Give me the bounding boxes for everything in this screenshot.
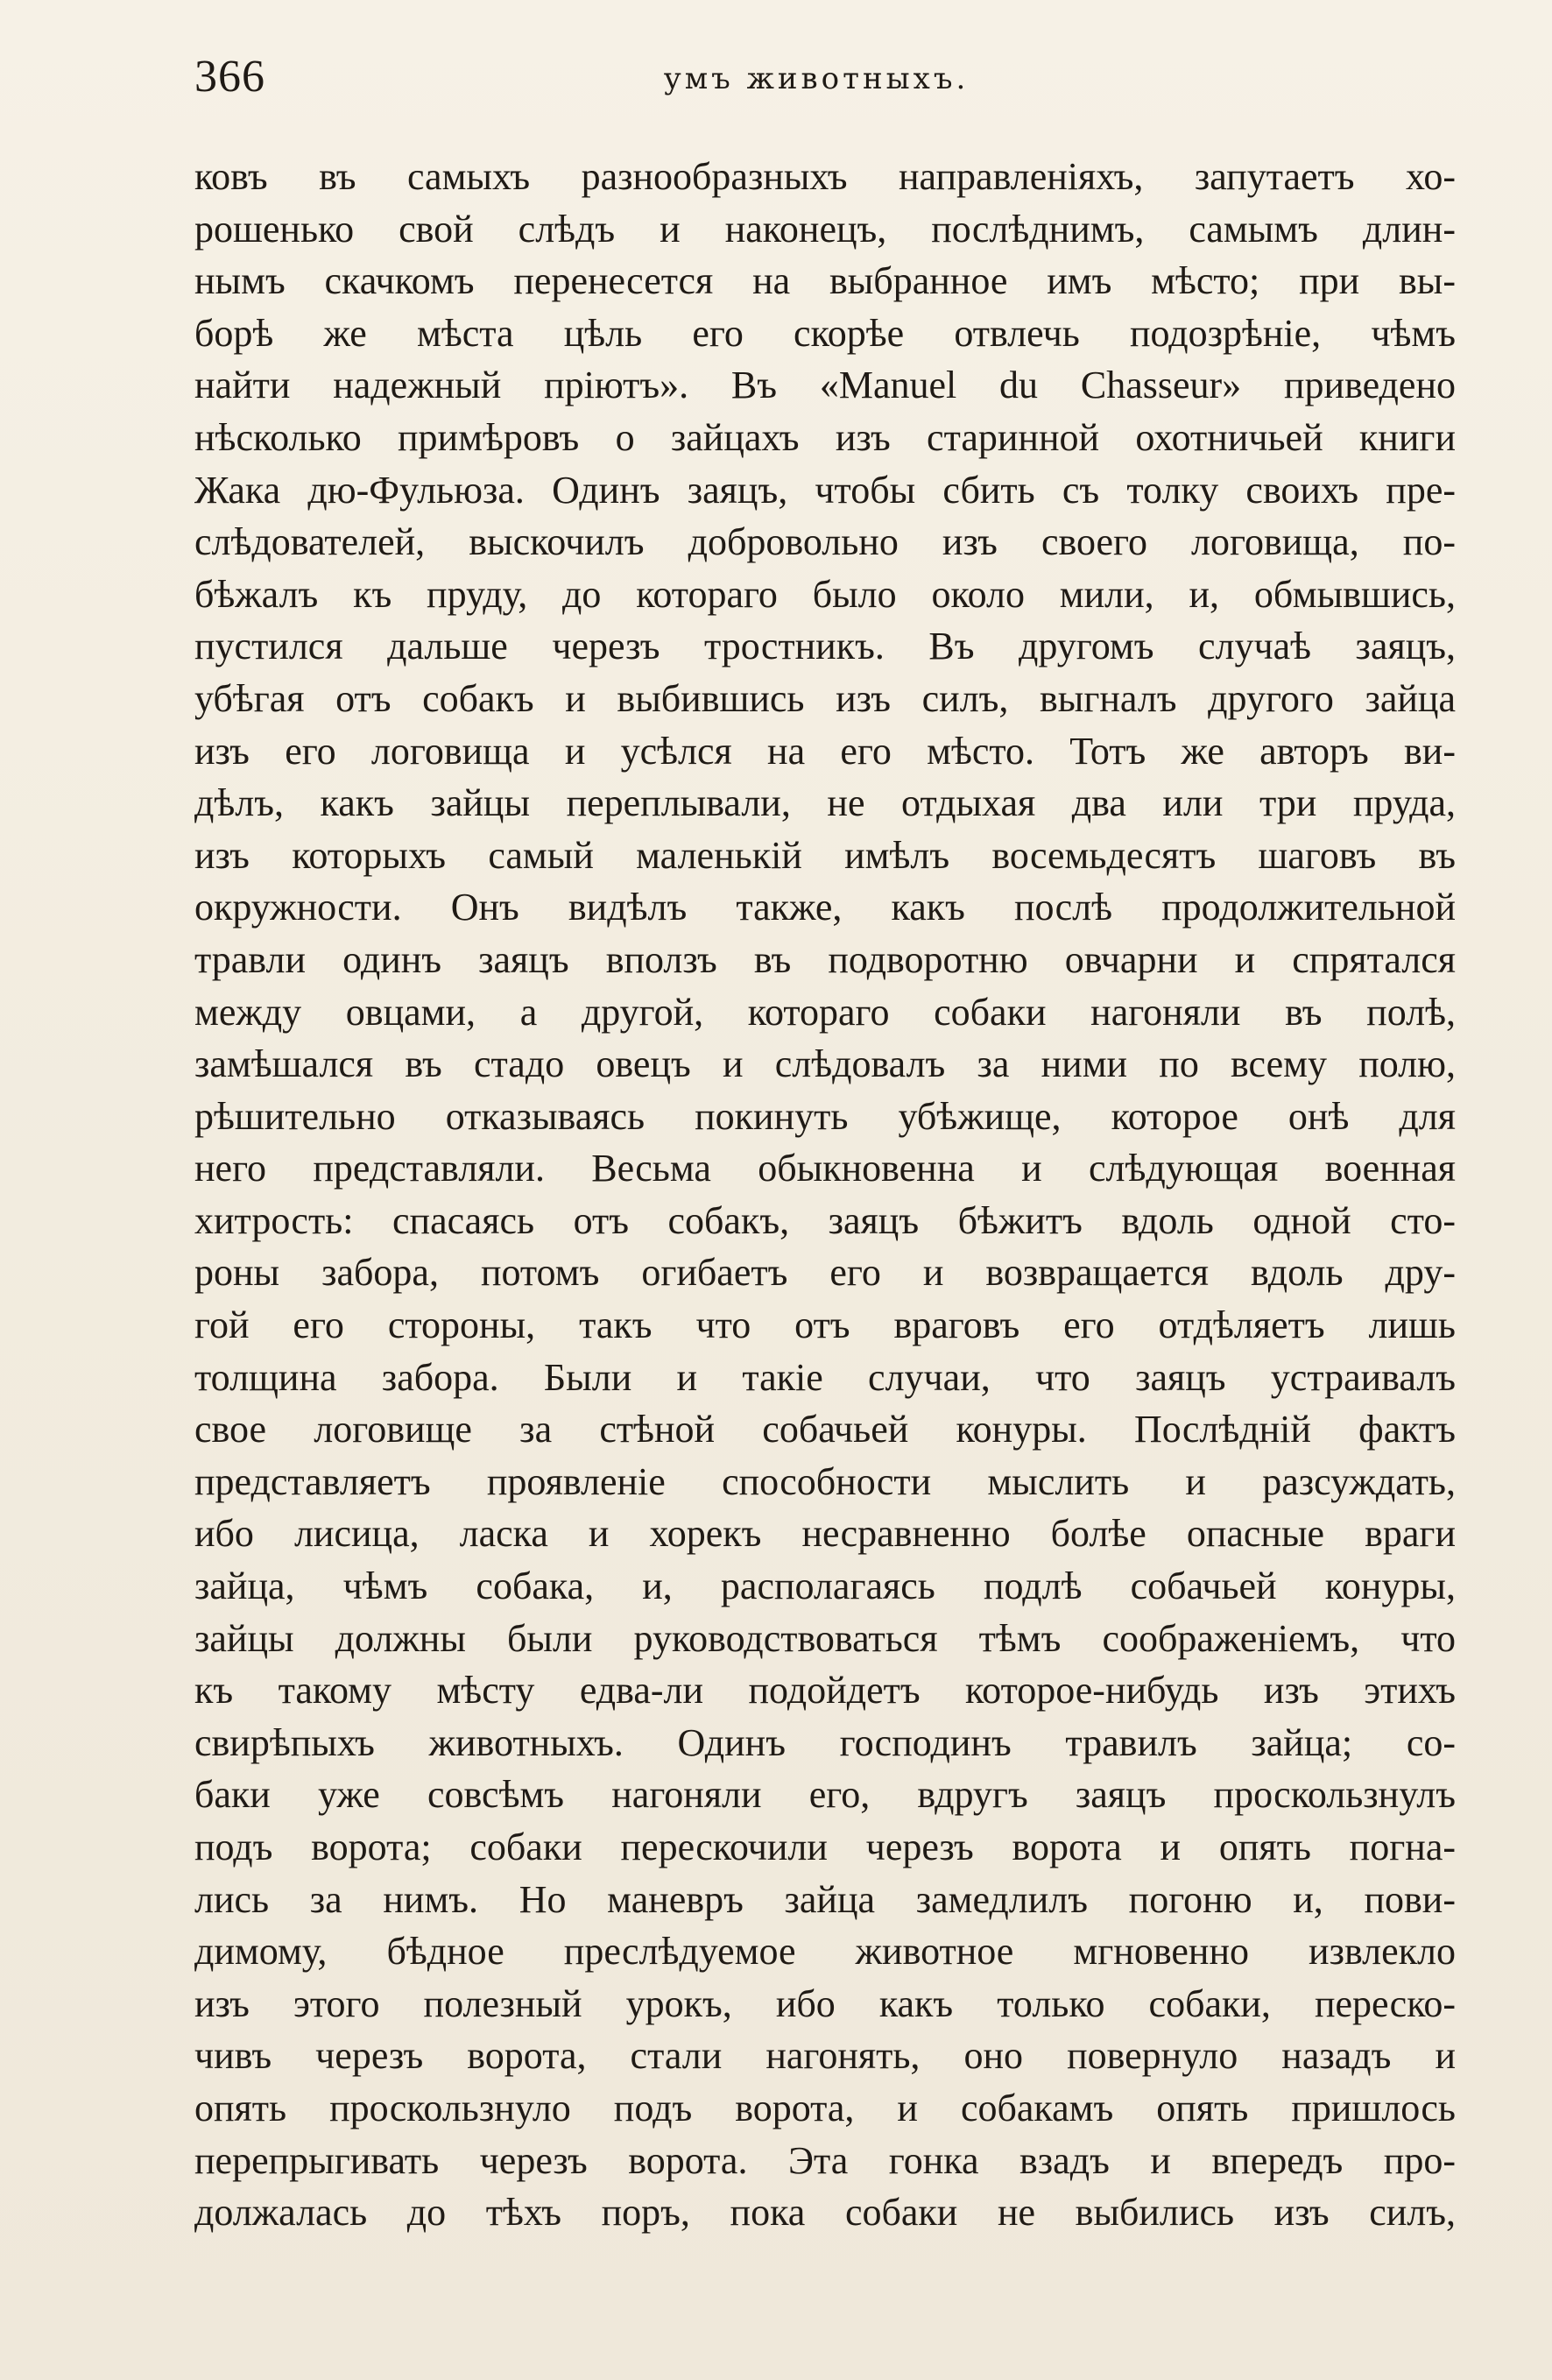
text-line: зайца, чѣмъ собака, и, располагаясь подлѣ собачьей конуры,	[194, 1564, 1456, 1608]
text-line: ибо лисица, ласка и хорекъ несравненно болѣе опасные враги	[194, 1512, 1456, 1556]
text-line: роны забора, потомъ огибаетъ его и возвращается вдоль дру-	[194, 1251, 1456, 1295]
text-line: окружности. Онъ видѣлъ также, какъ послѣ продолжительной	[194, 886, 1456, 929]
text-line: изъ которыхъ самый маленькій имѣлъ восемьдесятъ шаговъ въ	[194, 833, 1456, 877]
text-line: бѣжалъ къ пруду, до котораго было около мили, и, обмывшись,	[194, 572, 1456, 616]
text-line: пустился дальше черезъ тростникъ. Въ другомъ случаѣ заяцъ,	[194, 625, 1456, 668]
text-line: толщина забора. Были и такіе случаи, что заяцъ устраивалъ	[194, 1355, 1456, 1399]
text-line: лись за нимъ. Но маневръ зайца замедлилъ погоню и, пови-	[194, 1877, 1456, 1921]
text-line: изъ этого полезный урокъ, ибо какъ только собаки, переско-	[194, 1981, 1456, 2025]
text-line: димому, бѣдное преслѣдуемое животное мгновенно извлекло	[194, 1930, 1456, 1974]
text-line: замѣшался въ стадо овецъ и слѣдовалъ за ними по всему полю,	[194, 1042, 1456, 1086]
running-title: умъ животныхъ.	[663, 61, 970, 96]
text-line: чивъ черезъ ворота, стали нагонять, оно повернуло назадъ и	[194, 2034, 1456, 2078]
text-line: къ такому мѣсту едва-ли подойдетъ которое-нибудь изъ этихъ	[194, 1669, 1456, 1713]
text-line: подъ ворота; собаки перескочили черезъ ворота и опять погна-	[194, 1826, 1456, 1868]
text-line: убѣгая отъ собакъ и выбившись изъ силъ, выгналъ другого зайца	[194, 676, 1456, 720]
page-header	[194, 51, 1438, 112]
text-line: должалась до тѣхъ поръ, пока собаки не выбились изъ силъ,	[194, 2191, 1456, 2235]
text-line: гой его стороны, такъ что отъ враговъ его отдѣляетъ лишь	[194, 1303, 1456, 1347]
text-line: свое логовище за стѣной собачьей конуры. Послѣдній фактъ	[194, 1408, 1456, 1451]
text-line: травли одинъ заяцъ вползъ въ подворотню овчарни и спрятался	[194, 937, 1456, 981]
text-line: него представляли. Весьма обыкновенна и слѣдующая военная	[194, 1147, 1456, 1190]
text-line: нымъ скачкомъ перенесется на выбранное имъ мѣсто; при вы-	[194, 259, 1456, 303]
text-line: рошенько свой слѣдъ и наконецъ, послѣднимъ, самымъ длин-	[194, 207, 1456, 251]
text-line: ковъ въ самыхъ разнообразныхъ направленіяхъ, запутаетъ хо-	[194, 155, 1456, 198]
page-number: 366	[194, 52, 265, 102]
text-line: между овцами, а другой, котораго собаки нагоняли въ полѣ,	[194, 990, 1456, 1034]
body-text	[194, 151, 1456, 2239]
text-line: рѣшительно отказываясь покинуть убѣжище, которое онѣ для	[194, 1094, 1456, 1138]
text-line: дѣлъ, какъ зайцы переплывали, не отдыхая два или три пруда,	[194, 781, 1456, 825]
text-line: хитрость: спасаясь отъ собакъ, заяцъ бѣжитъ вдоль одной сто-	[194, 1198, 1456, 1242]
text-line: найти надежный пріютъ». Въ «Manuel du Chasseur» приведено	[194, 364, 1456, 407]
text-line: представляетъ проявленіе способности мыслить и разсуждать,	[194, 1459, 1456, 1503]
text-line: изъ его логовища и усѣлся на его мѣсто. Тотъ же авторъ ви-	[194, 729, 1456, 773]
text-line: слѣдователей, выскочилъ добровольно изъ своего логовища, по-	[194, 520, 1456, 564]
text-line: борѣ же мѣста цѣль его скорѣе отвлечь подозрѣніе, чѣмъ	[194, 311, 1456, 355]
text-line: опять проскользнуло подъ ворота, и собакамъ опять пришлось	[194, 2086, 1456, 2129]
text-line: баки уже совсѣмъ нагоняли его, вдругъ заяцъ проскользнулъ	[194, 1773, 1456, 1817]
text-line: перепрыгивать черезъ ворота. Эта гонка взадъ и впередъ про-	[194, 2138, 1456, 2182]
text-line: зайцы должны были руководствоваться тѣмъ соображеніемъ, что	[194, 1616, 1456, 1660]
text-line: нѣсколько примѣровъ о зайцахъ изъ старинной охотничьей книги	[194, 415, 1456, 459]
text-line: Жака дю-Фульюза. Одинъ заяцъ, чтобы сбить съ толку своихъ пре-	[194, 468, 1456, 512]
text-line: свирѣпыхъ животныхъ. Одинъ господинъ травилъ зайца; со-	[194, 1720, 1456, 1764]
